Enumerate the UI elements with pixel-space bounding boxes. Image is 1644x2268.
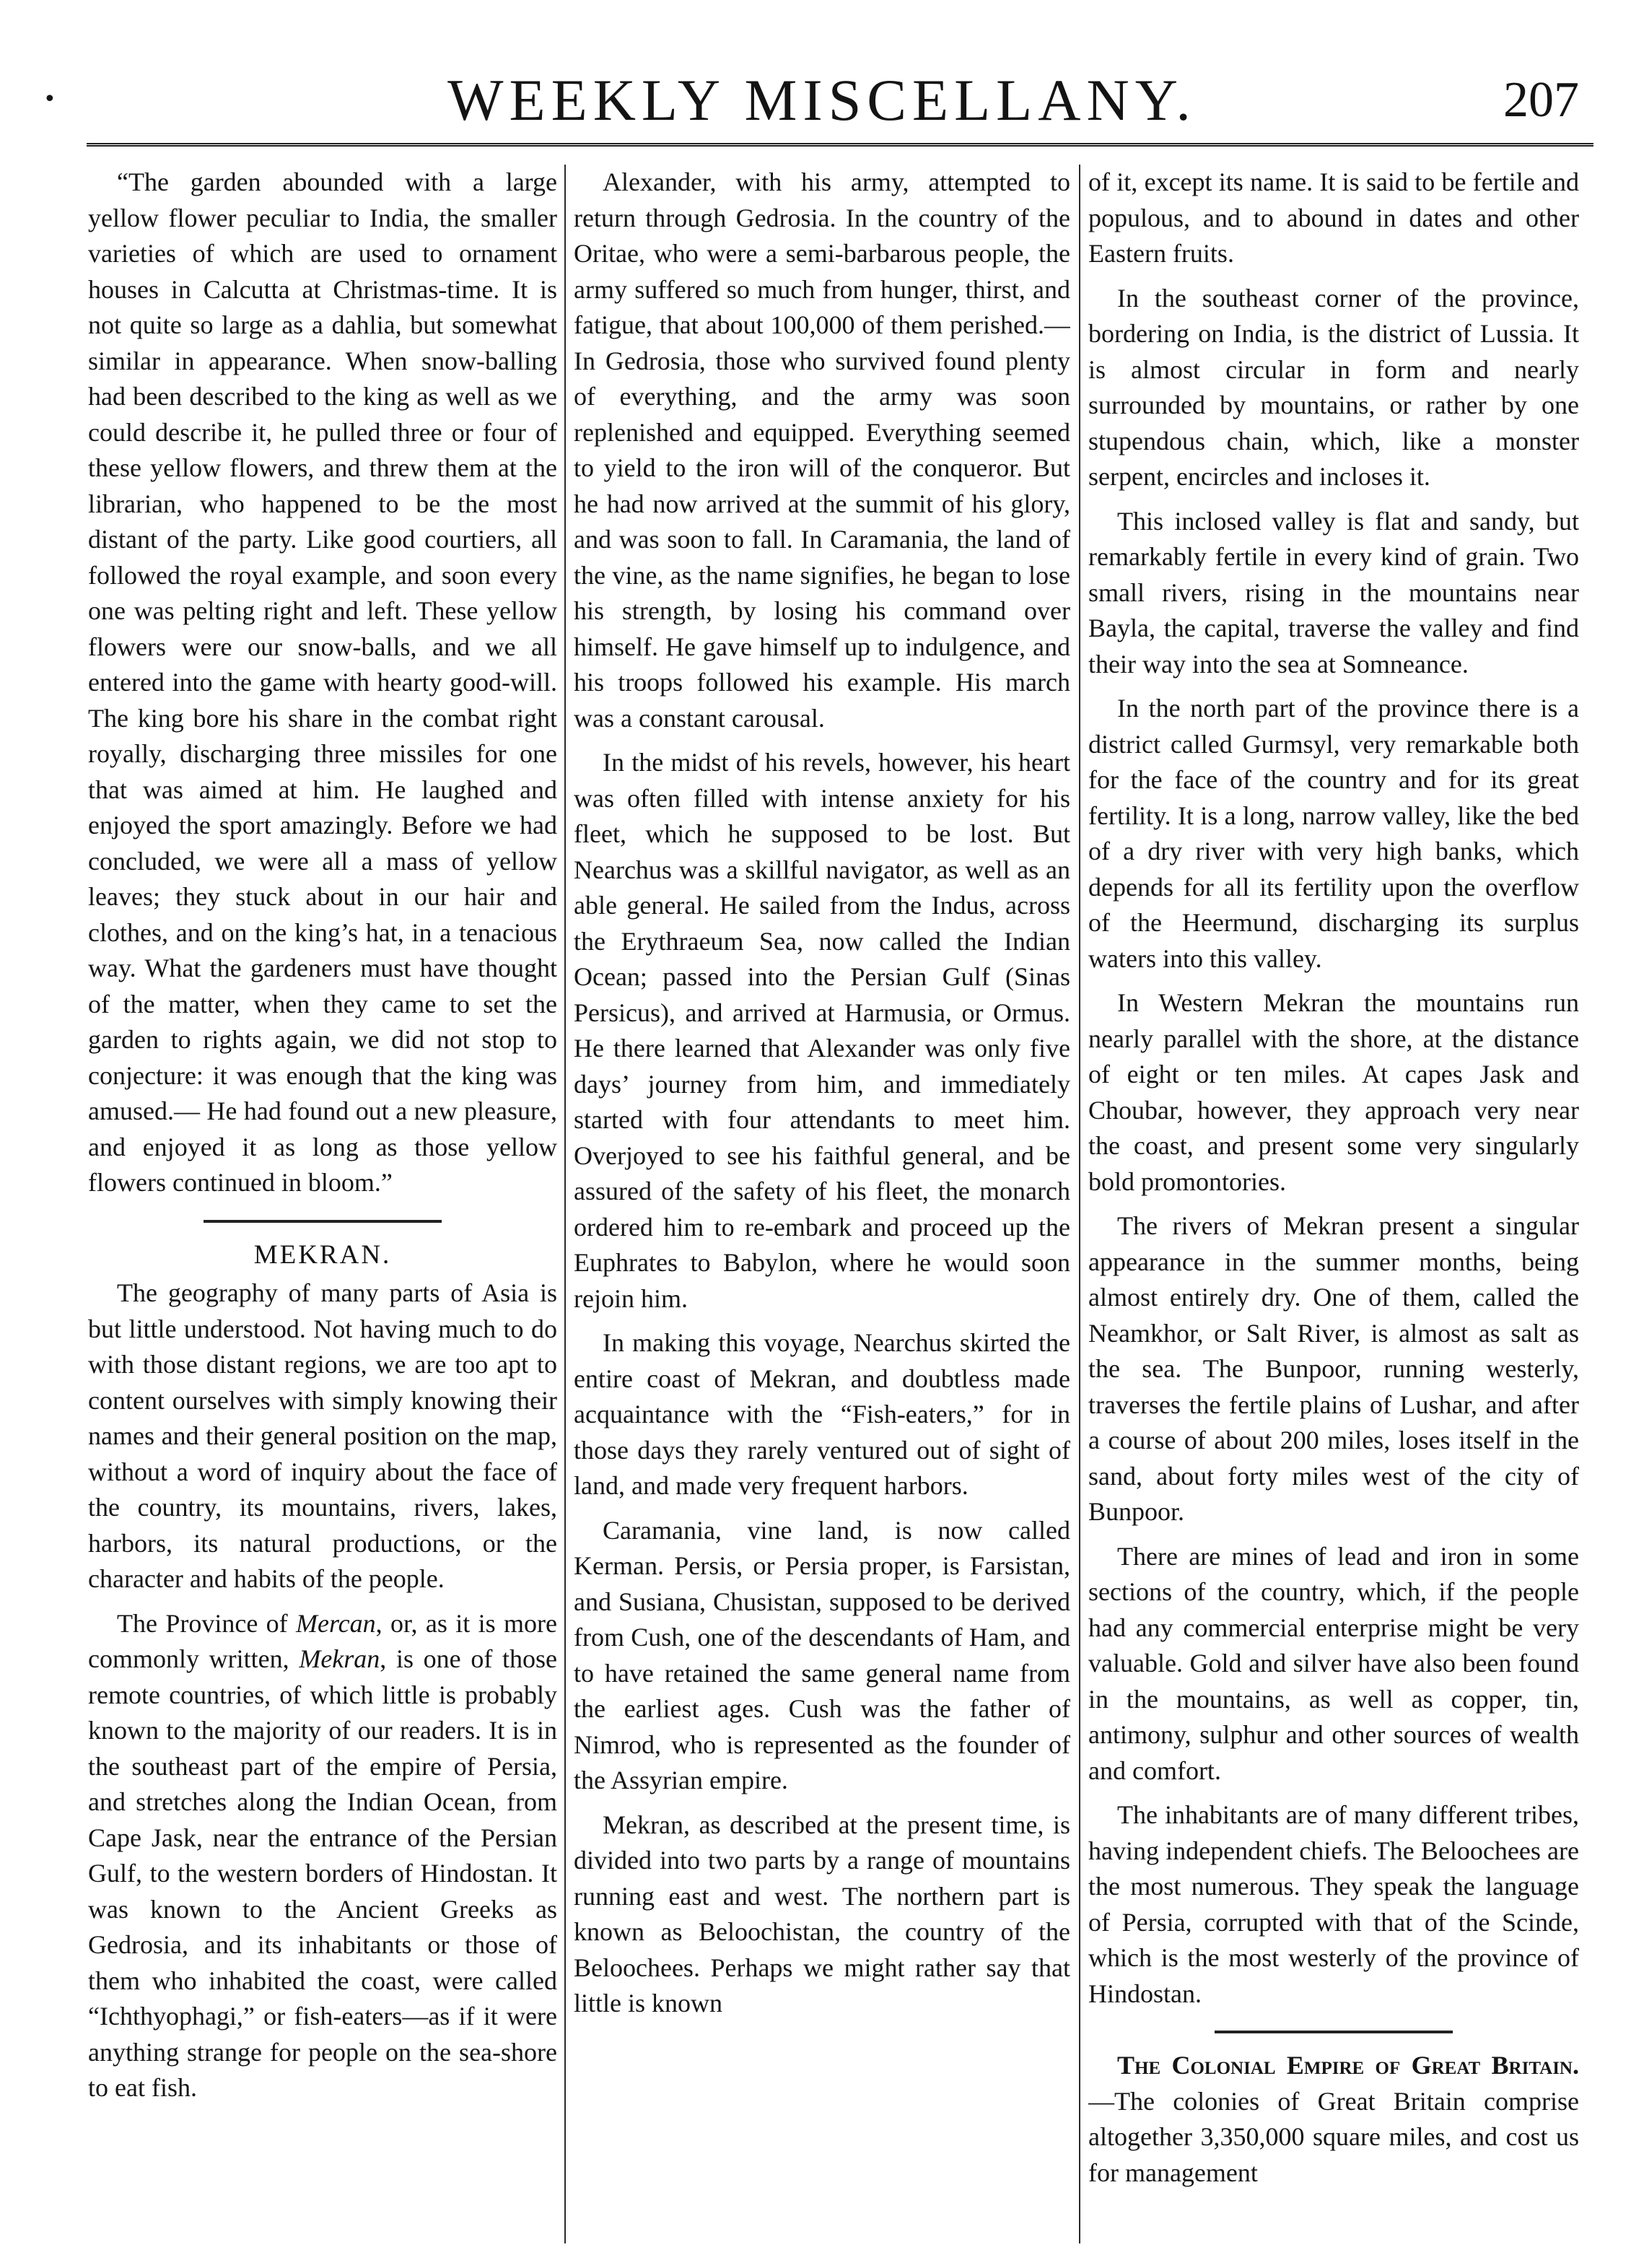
paragraph: In making this voyage, Nearchus skirted the entire coast of Mekran, and doubtless made acquaintance with the “Fish-eaters,” for in those days they rarely ventured out of sight of land, and made very frequent harbors. bbox=[574, 1328, 1070, 1500]
italic-term: Mercan bbox=[296, 1608, 376, 1638]
article-separator bbox=[204, 1220, 442, 1223]
paragraph: In Western Mekran the mountains run nearly parallel with the shore, at the distance of eight or ten miles. At capes Jask and Choubar, however, they approach very near the coast, and present some very singularly bold promontories. bbox=[1088, 988, 1579, 1196]
column-2 bbox=[574, 165, 1070, 2243]
column-divider bbox=[564, 165, 566, 2243]
paragraph bbox=[1088, 2048, 1579, 2191]
header-rule bbox=[87, 143, 1593, 147]
paragraph: This inclosed valley is flat and sandy, but remarkably fertile in every kind of grain. Two small rivers, rising in the mountains near Bayla, the capital, traverse the valley and find their way into the sea at Somneance. bbox=[1088, 506, 1579, 679]
page-header bbox=[0, 0, 1644, 152]
paragraph: “The garden abounded with a large yellow flower peculiar to India, the smaller varieties of which are used to ornament houses in Calcutta at Christmas-time. It is not quite so large as a dahlia, but somewhat similar in appearance. When snow-balling had been described to the king as well as we could describe it, he pulled three or four of these yellow flowers, and threw them at the librarian, who happened to be the most distant of the party. Like good courtiers, all followed the royal example, and soon every one was pelting right and left. These yellow flowers were our snow-balls, and we all entered into the game with hearty good-will. The king bore his share in the combat right royally, discharging three missiles for one that was aimed at him. He laughed and enjoyed the sport amazingly. Before we had concluded, we were all a mass of yellow leaves; they stuck about in our hair and clothes, and on the king’s hat, in a tenacious way. What the gardeners must have thought of the matter, when they came to set the garden to rights again, we did not stop to conjecture: it was enough that the king was amused.— He had found out a new pleasure, and enjoyed it as long as those yellow flowers continued in bloom.” bbox=[88, 167, 557, 1197]
text-run: , or, as it is more commonly written, bbox=[88, 1608, 557, 1673]
paragraph: The geography of many parts of Asia is but little understood. Not having much to do with those distant regions, we are too apt to content ourselves with simply knowing their names and their general position on the map, without a word of inquiry about the face of the country, its mountains, rivers, lakes, harbors, its natural productions, or the character and habits of the people. bbox=[88, 1278, 557, 1593]
text-run: —The colonies of Great Britain comprise altogether 3,350,000 square miles, and cost us for management bbox=[1088, 2086, 1579, 2187]
paragraph: of it, except its name. It is said to be fertile and populous, and to abound in dates and other Eastern fruits. bbox=[1088, 167, 1579, 268]
paragraph: There are mines of lead and iron in some sections of the country, which, if the people had any commercial enterprise might be very valuable. Gold and silver have also been found in the mountains, as well as copper, tin, antimony, sulphur and other sources of wealth and comfort. bbox=[1088, 1541, 1579, 1785]
column-divider bbox=[1079, 165, 1080, 2243]
paragraph: The rivers of Mekran present a singular appearance in the summer months, being almost entirely dry. One of them, called the Neamkhor, or Salt River, is almost as salt as the sea. The Bunpoor, running westerly, traverses the fertile plains of Lushar, and after a course of about 200 miles, loses itself in the sand, about forty miles west of the city of Bunpoor. bbox=[1088, 1211, 1579, 1526]
column-3 bbox=[1088, 165, 1579, 2243]
text-run: The Province of bbox=[117, 1608, 297, 1638]
paragraph: In the midst of his revels, however, his heart was often filled with intense anxiety for his fleet, which he supposed to be lost. But Nearchus was a skillful navigator, as well as an able general. He sailed from the Indus, across the Erythraeum Sea, now called the Indian Ocean; passed into the Persian Gulf (Sinas Persicus), and arrived at Harmusia, or Ormus. He there learned that Alexander was only five days’ journey from him, and immediately started with four attendants to meet him. Overjoyed to see his faithful general, and be assured of the safety of his fleet, the monarch ordered him to re-embark and proceed up the Euphrates to Babylon, where he would soon rejoin him. bbox=[574, 748, 1070, 1313]
text-columns bbox=[0, 165, 1644, 2258]
paragraph: The inhabitants are of many different tribes, having independent chiefs. The Beloochees are the most numerous. They speak the language of Persia, corrupted with that of the Scinde, which is the most westerly of the province of Hindostan. bbox=[1088, 1800, 1579, 2008]
article-title: MEKRAN. bbox=[253, 1239, 392, 1270]
column-1 bbox=[88, 165, 557, 2243]
paragraph: In the southeast corner of the province, bordering on India, is the district of Lussia. It is almost circular in form and nearly surrounded by mountains, or rather by one stupendous chain, which, like a monster serpent, encircles and incloses it. bbox=[1088, 283, 1579, 491]
article-heading: The Colonial Empire of Great Britain. bbox=[1117, 2051, 1579, 2080]
paragraph bbox=[88, 1606, 557, 2106]
header-mark: • bbox=[43, 87, 56, 112]
text-run: , is one of those remote countries, of which little is probably known to the majority of our readers. It is in the southeast part of the empire of Persia, and stretches along the Indian Ocean, from Cape Jask, near the entrance of the Persian Gulf, to the western borders of Hindostan. It was known to the Ancient Greeks as Gedrosia, and its inhabitants or those of them who inhabited the coast, were called “Ichthyophagi,” or fish-eaters—as if it were anything strange for people on the sea-shore to eat fish. bbox=[88, 1644, 557, 2102]
article-separator bbox=[1215, 2031, 1453, 2033]
paragraph: Caramania, vine land, is now called Kerman. Persis, or Persia proper, is Farsistan, and Susiana, Chusistan, supposed to be derived from Cush, one of the descendants of Ham, and to have retained the same general name from the earliest ages. Cush was the father of Nimrod, who is represented as the founder of the Assyrian empire. bbox=[574, 1515, 1070, 1794]
page-number: 207 bbox=[1503, 72, 1579, 128]
paragraph: In the north part of the province there is a district called Gurmsyl, very remarkable both for the face of the country and for its great fertility. It is a long, narrow valley, like the bed of a dry river with very high banks, which depends for all its fertility upon the overflow of the Heermund, discharging its surplus waters into this valley. bbox=[1088, 694, 1579, 973]
paragraph: Alexander, with his army, attempted to return through Gedrosia. In the country of the Oritae, who were a semi-barbarous people, the army suffered so much from hunger, thirst, and fatigue, that about 100,000 of them perished.— In Gedrosia, those who survived found plenty of everything, and the army was soon replenished and equipped. Everything seemed to yield to the iron will of the conqueror. But he had now arrived at the summit of his glory, and was soon to fall. In Caramania, the land of the vine, as the name signifies, he began to lose his strength, by losing his command over himself. He gave himself up to indulgence, and his troops followed his example. His march was a constant carousal. bbox=[574, 167, 1070, 733]
running-title: WEEKLY MISCELLANY. bbox=[447, 67, 1197, 133]
italic-term: Mekran bbox=[299, 1644, 380, 1673]
paragraph: Mekran, as described at the present time, is divided into two parts by a range of mountains running east and west. The northern part is known as Beloochistan, the country of the Beloochees. Perhaps we might rather say that little is known bbox=[574, 1810, 1070, 2018]
